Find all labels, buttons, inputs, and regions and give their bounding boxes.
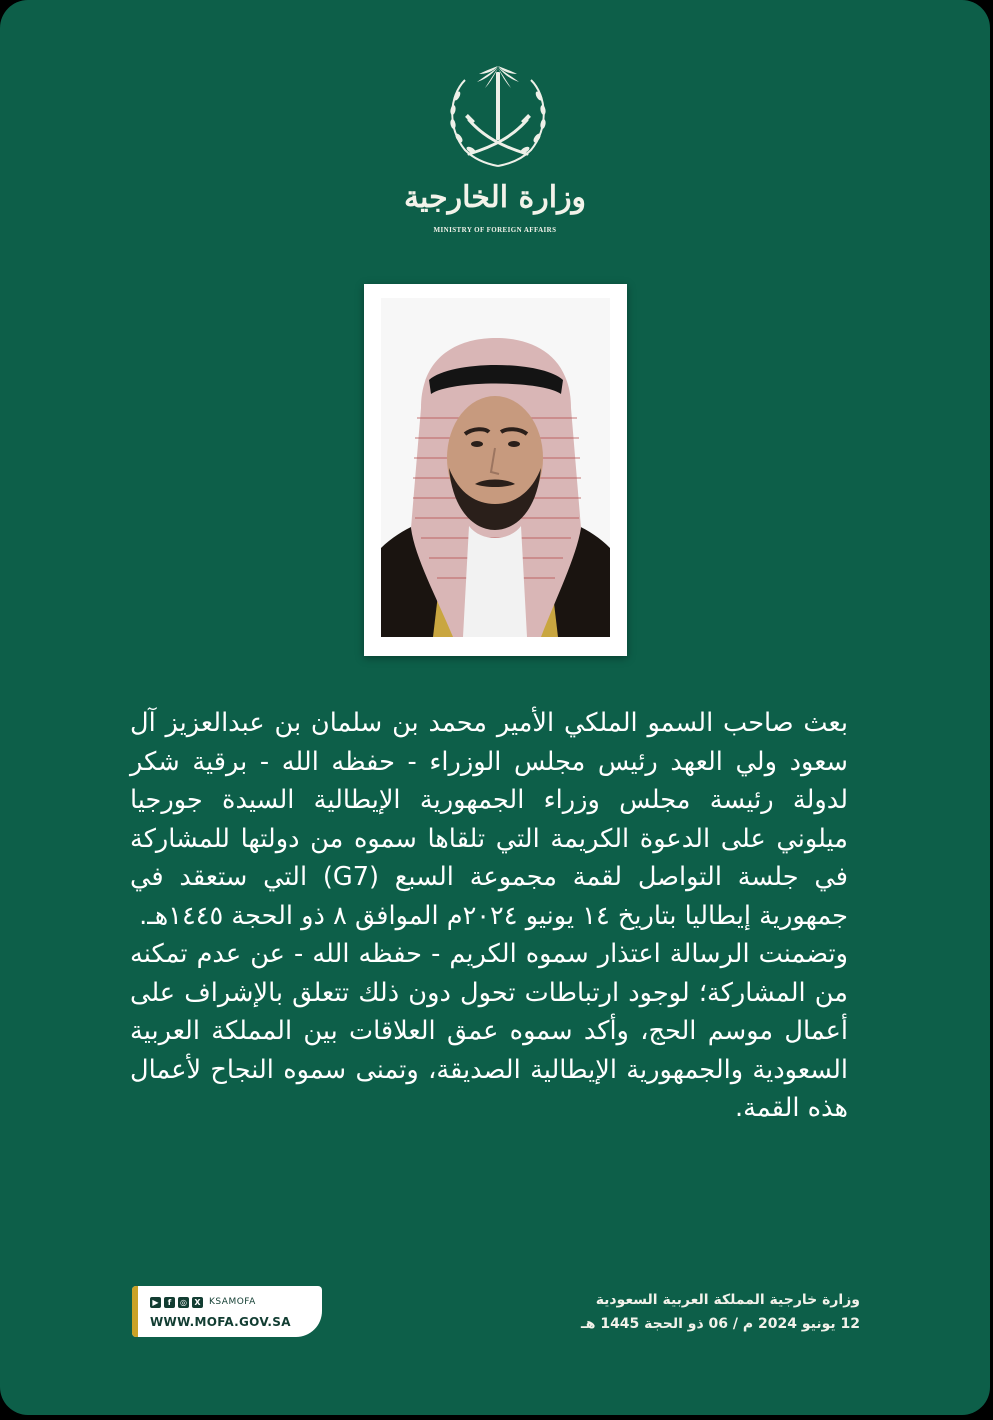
ministry-logo-english: MINISTRY OF FOREIGN AFFAIRS bbox=[433, 226, 557, 234]
social-icons bbox=[150, 1295, 256, 1309]
facebook-icon[interactable]: f bbox=[164, 1297, 175, 1308]
social-handle[interactable]: KSAMOFA bbox=[209, 1297, 256, 1307]
social-badge[interactable] bbox=[132, 1286, 322, 1337]
saudi-emblem-icon bbox=[435, 62, 561, 172]
youtube-icon[interactable]: ▶ bbox=[150, 1297, 161, 1308]
statement-paragraph-1: بعث صاحب السمو الملكي الأمير محمد بن سلمان بن عبدالعزيز آل سعود ولي العهد رئيس مجلس الوزراء - حفظه الله - برقية شكر لدولة رئيسة مجلس وزراء الجمهورية الإيطالية السيدة جورجيا ميلوني على الدعوة الكريمة التي تلقاها سموه من دولتها للمشاركة في جلسة التواصل لقمة مجموعة السبع (G7) التي ستعقد في جمهورية إيطاليا بتاريخ ١٤ يونيو ٢٠٢٤م الموافق ٨ ذو الحجة ١٤٤٥هـ. bbox=[130, 708, 848, 931]
portrait-photo bbox=[381, 298, 610, 637]
statement-body bbox=[130, 704, 848, 1128]
x-icon[interactable]: X bbox=[192, 1297, 203, 1308]
footer-date: 12 يونيو 2024 م / 06 ذو الحجة 1445 هـ bbox=[580, 1316, 860, 1332]
instagram-icon[interactable]: ◎ bbox=[178, 1297, 189, 1308]
badge-accent-bar bbox=[132, 1286, 138, 1337]
footer-ministry: وزارة خارجية المملكة العربية السعودية bbox=[595, 1292, 860, 1308]
footer-signature bbox=[500, 1288, 860, 1336]
statement-paragraph-2: وتضمنت الرسالة اعتذار سموه الكريم - حفظه الله - عن عدم تمكنه من المشاركة؛ لوجود ارتباطات تحول دون ذلك تتعلق بالإشراف على أعمال موسم الحج، وأكد سموه عمق العلاقات بين المملكة العربية السعودية والجمهورية الإيطالية الصديقة، وتمنى سموه النجاح لأعمال هذه القمة. bbox=[130, 939, 848, 1123]
website-link[interactable]: WWW.MOFA.GOV.SA bbox=[150, 1315, 291, 1329]
ministry-logo-arabic: وزارة الخارجية bbox=[403, 180, 587, 215]
